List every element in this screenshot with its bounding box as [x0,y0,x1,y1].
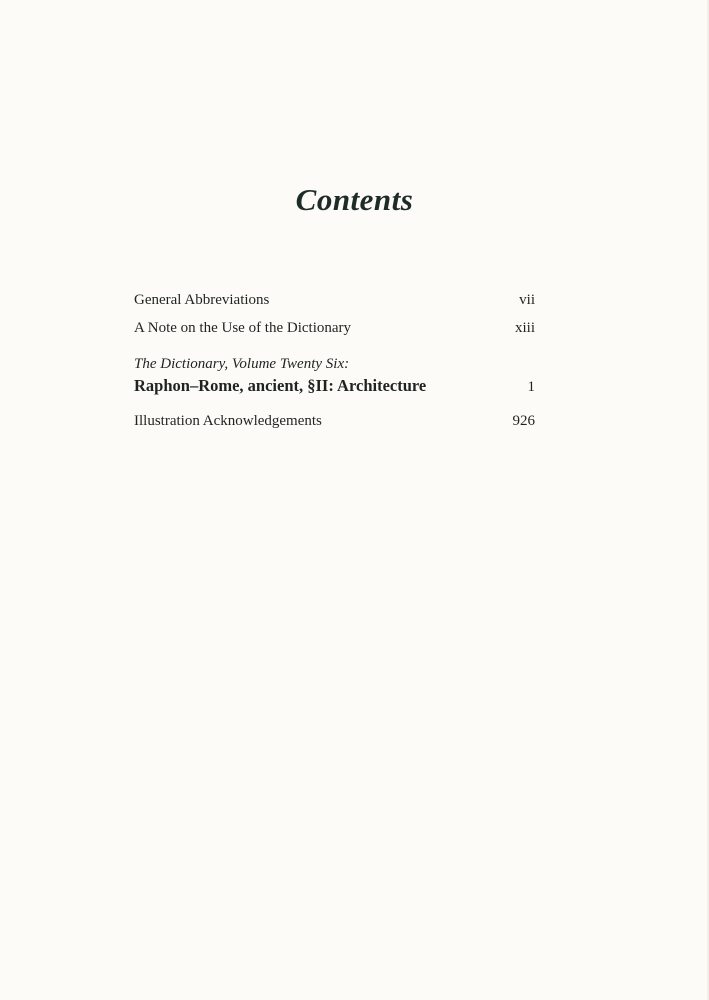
page-title: Contents [295,182,414,217]
toc-entry-page: xiii [514,320,535,336]
toc-entry-volume [134,376,535,396]
toc-entry-page: vii [519,292,535,308]
volume-subtitle: The Dictionary, Volume Twenty Six: [134,356,350,372]
toc-entry-illustration-acknowledgements [134,413,535,430]
toc-entry-label: Raphon–Rome, ancient, §II: Architecture [134,376,427,395]
toc-entry-page: 1 [527,379,535,395]
toc-entry-label: Illustration Acknowledgements [134,413,322,429]
toc-entry-note-on-use [134,320,535,337]
toc-entry-label: A Note on the Use of the Dictionary [134,320,352,336]
toc-entry-page: 926 [512,413,535,429]
toc-entry-label: General Abbreviations [134,292,270,308]
toc-entry-general-abbreviations [134,292,535,309]
